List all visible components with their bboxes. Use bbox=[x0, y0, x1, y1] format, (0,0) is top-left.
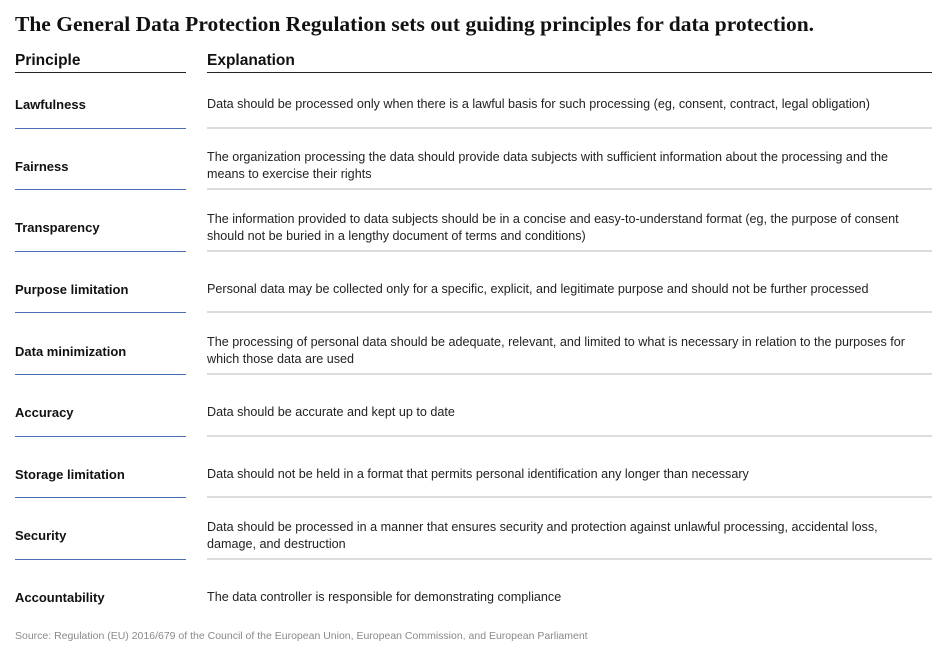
principle-name: Security bbox=[15, 528, 67, 544]
row-divider bbox=[15, 436, 186, 437]
principle-name: Storage limitation bbox=[15, 466, 125, 482]
table-row bbox=[15, 74, 932, 136]
principle-name: Lawfulness bbox=[15, 97, 86, 113]
principle-explanation: Data should be processed only when there is a lawful basis for such processing (eg, consent, contract, legal obligation) bbox=[207, 97, 870, 112]
source-note: Source: Regulation (EU) 2016/679 of the Council of the European Union, European Commission, and European Parliament bbox=[15, 630, 588, 642]
table-row bbox=[15, 505, 932, 567]
row-divider bbox=[207, 188, 932, 190]
row-divider bbox=[15, 374, 186, 375]
principle-name: Accuracy bbox=[15, 405, 74, 421]
table-row bbox=[15, 567, 932, 629]
principle-explanation: The information provided to data subjects should be in a concise and easy-to-understand format (eg, the purpose of consent should not be buried in a lengthy document of terms and conditions) bbox=[207, 211, 899, 243]
row-divider bbox=[15, 189, 186, 190]
table-row bbox=[15, 259, 932, 321]
principle-explanation: Data should be processed in a manner that ensures security and protection against unlawful processing, accidental loss, damage, and destruction bbox=[207, 519, 878, 551]
page-title: The General Data Protection Regulation sets out guiding principles for data protection. bbox=[15, 12, 815, 36]
principle-name: Purpose limitation bbox=[15, 282, 129, 298]
row-divider bbox=[15, 128, 186, 129]
principle-name: Fairness bbox=[15, 158, 69, 174]
row-divider bbox=[207, 435, 932, 437]
table-row bbox=[15, 382, 932, 444]
row-divider bbox=[207, 558, 932, 560]
column-header-explanation: Explanation bbox=[207, 51, 932, 73]
table-row bbox=[15, 444, 932, 506]
row-divider bbox=[207, 373, 932, 375]
row-divider bbox=[15, 559, 186, 560]
principle-explanation: The data controller is responsible for demonstrating compliance bbox=[207, 590, 562, 605]
row-divider bbox=[15, 251, 186, 252]
row-divider bbox=[15, 497, 186, 498]
column-header-principle: Principle bbox=[15, 51, 186, 73]
principles-table bbox=[15, 74, 932, 628]
row-divider bbox=[15, 312, 186, 313]
principle-explanation: Data should be accurate and kept up to date bbox=[207, 405, 455, 420]
principle-name: Data minimization bbox=[15, 343, 127, 359]
table-row bbox=[15, 197, 932, 259]
table-row bbox=[15, 320, 932, 382]
row-divider bbox=[207, 496, 932, 498]
principle-explanation: Data should not be held in a format that permits personal identification any longer than necessary bbox=[207, 466, 749, 481]
principle-explanation: The processing of personal data should be adequate, relevant, and limited to what is necessary in relation to the purposes for which those data are used bbox=[207, 335, 905, 367]
row-divider bbox=[207, 311, 932, 313]
table-row bbox=[15, 136, 932, 198]
principle-name: Accountability bbox=[15, 590, 105, 606]
row-divider bbox=[207, 250, 932, 252]
principle-name: Transparency bbox=[15, 220, 100, 236]
principle-explanation: Personal data may be collected only for a specific, explicit, and legitimate purpose and should not be further processed bbox=[207, 282, 869, 297]
principle-explanation: The organization processing the data should provide data subjects with sufficient information about the processing and the means to exercise their rights bbox=[207, 150, 888, 182]
row-divider bbox=[207, 127, 932, 129]
